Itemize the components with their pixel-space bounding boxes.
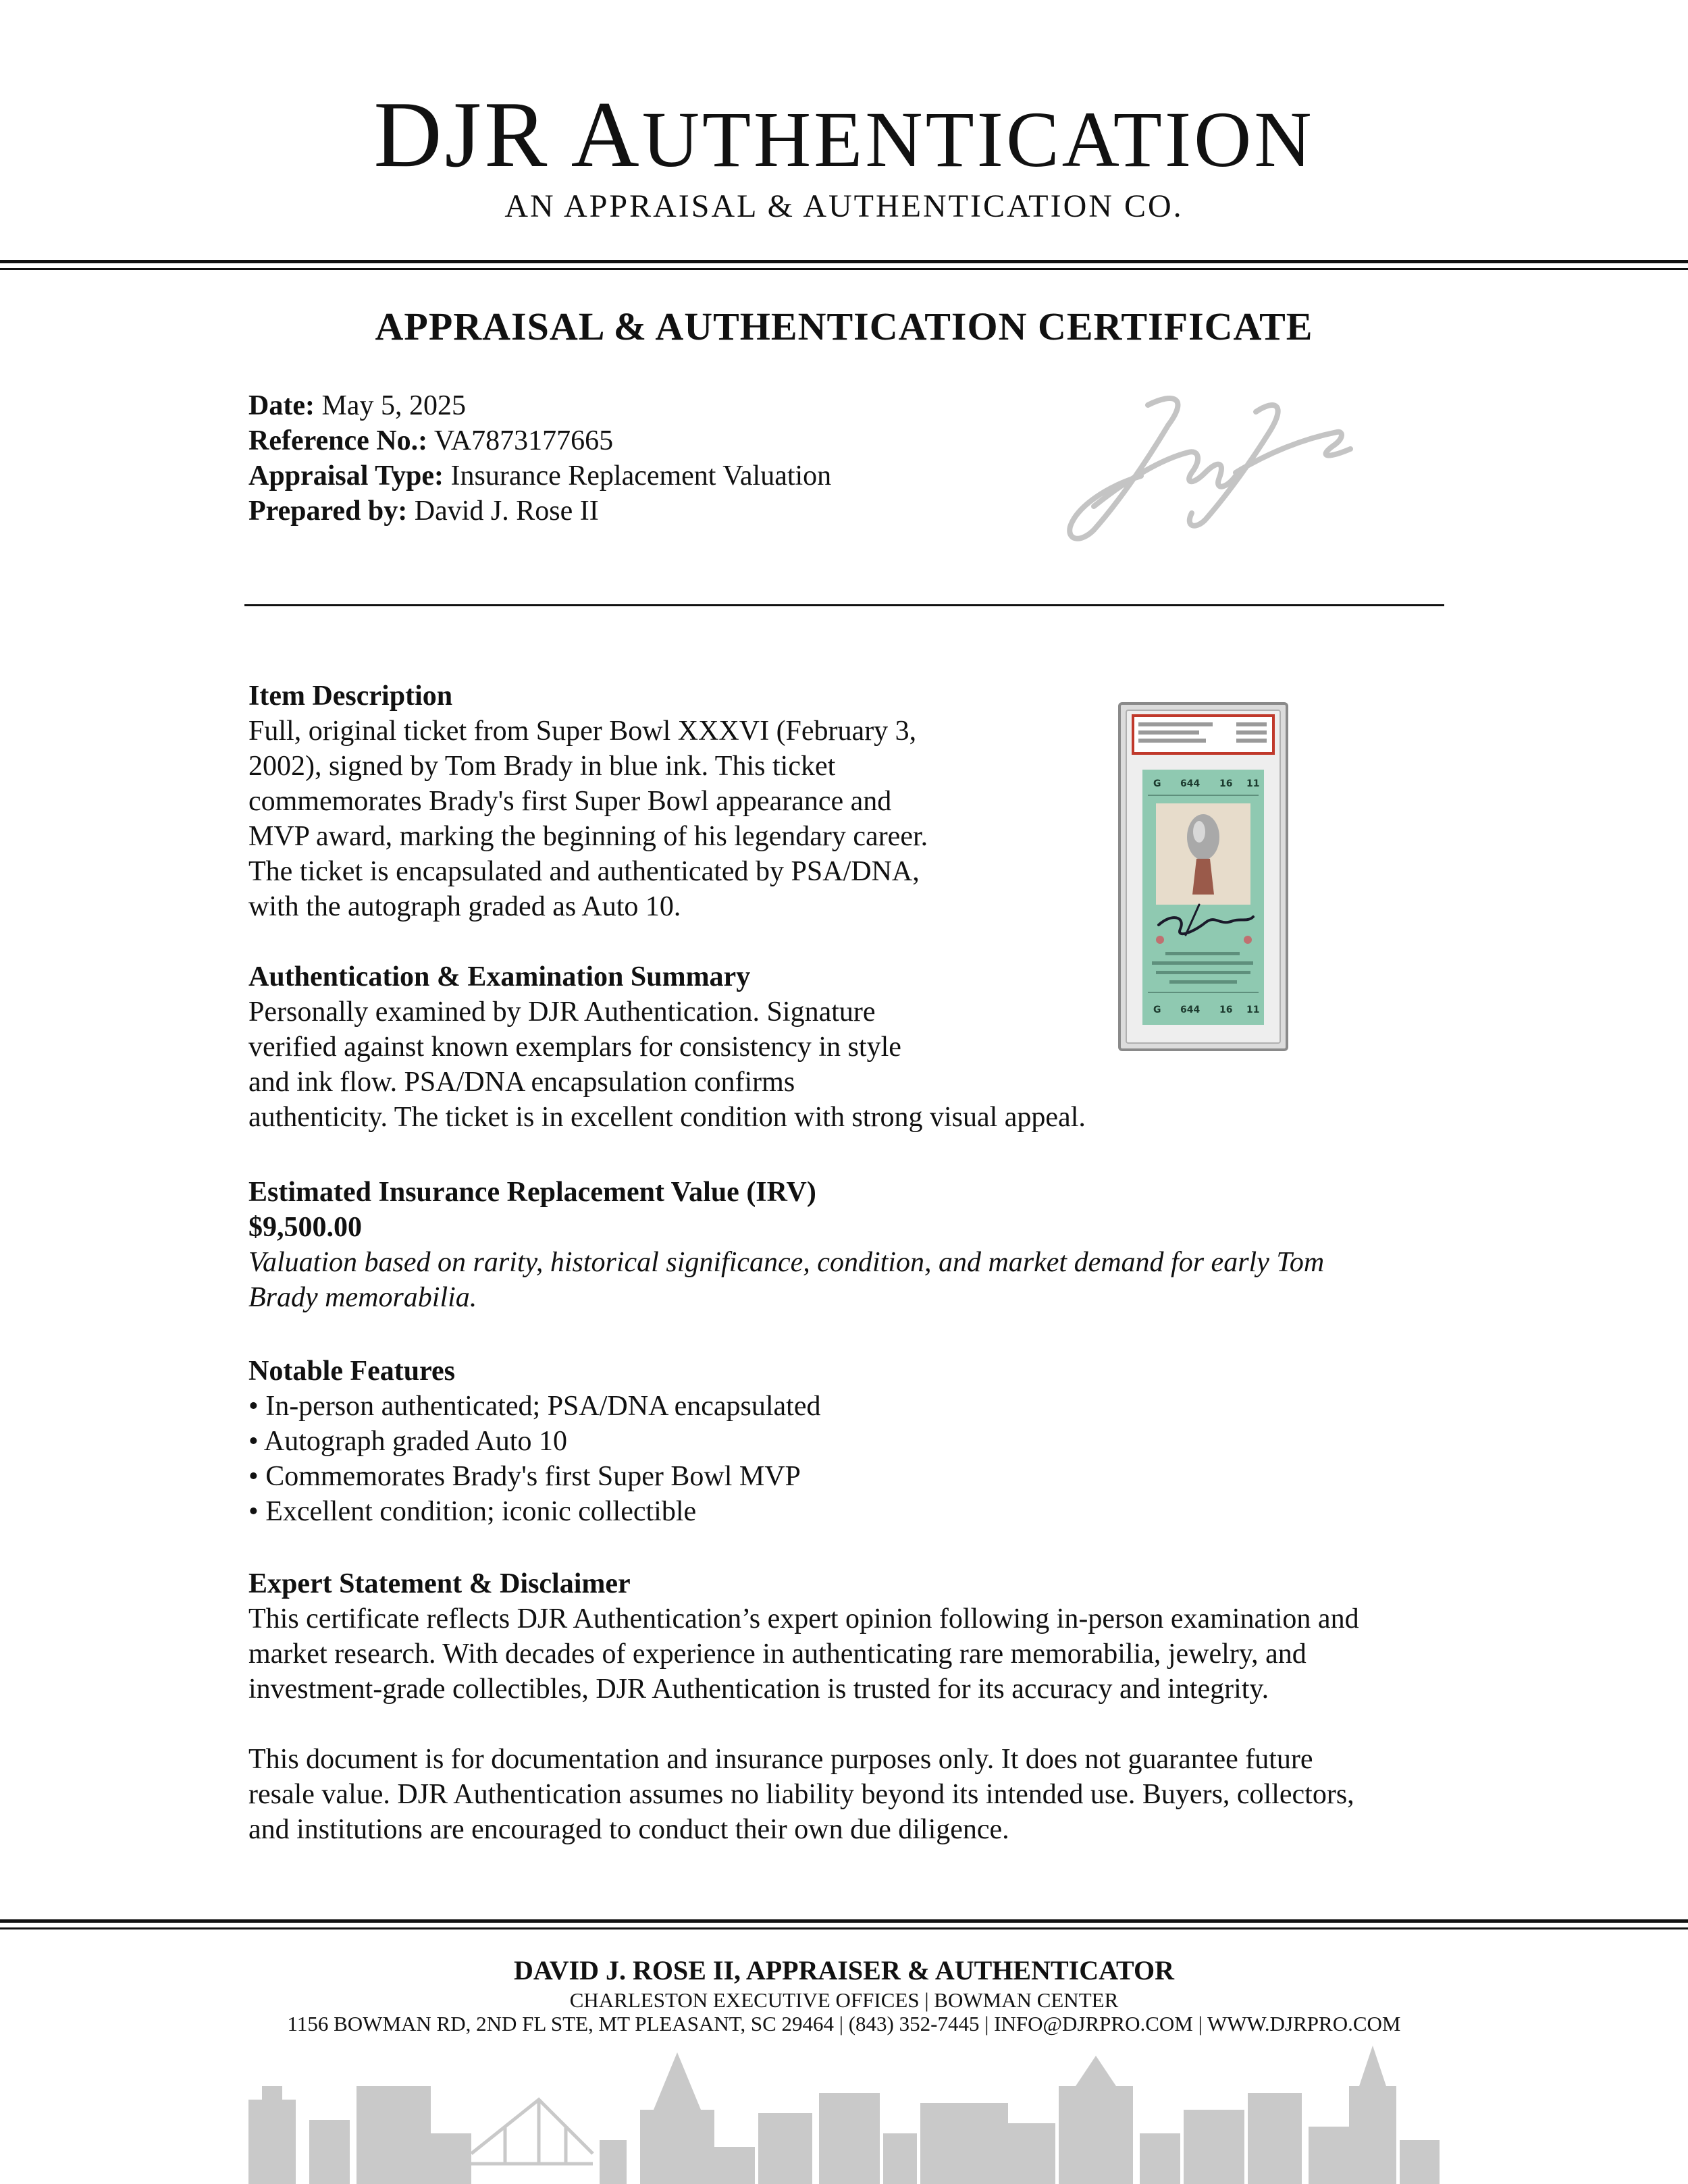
authentication-section: [248, 959, 1086, 1135]
item-description-line: commemorates Brady's first Super Bowl appearance and: [248, 786, 892, 817]
footer-office: CHARLESTON EXECUTIVE OFFICES | BOWMAN CENTER: [569, 1988, 1119, 2012]
header-rule-bottom: [0, 268, 1688, 270]
valuation-note-line: Brady memorabilia.: [248, 1282, 477, 1313]
disclaimer-line: This document is for documentation and insurance purposes only. It does not guarantee future: [248, 1744, 1313, 1775]
ticket-slab-image: [1118, 702, 1288, 1051]
valuation-note-line: Valuation based on rarity, historical significance, condition, and market demand for early Tom: [248, 1247, 1325, 1278]
meta-prepared-by: Prepared by: David J. Rose II: [248, 496, 599, 527]
item-description-line: Full, original ticket from Super Bowl XXXVI (February 3,: [248, 716, 917, 747]
authentication-heading: Authentication & Examination Summary: [248, 961, 751, 992]
ticket-seat: 11: [1246, 778, 1260, 789]
meta-date: Date: May 5, 2025: [248, 390, 466, 421]
footer-rule-bottom: [0, 1927, 1688, 1929]
certificate-meta: [248, 388, 831, 529]
signature-graphic: [1053, 385, 1364, 554]
brand-initial: A: [571, 82, 642, 187]
statement-section: [248, 1566, 1359, 1847]
footer-rule-top: [0, 1919, 1688, 1923]
disclaimer-line: and institutions are encouraged to conduct their own due diligence.: [248, 1814, 1009, 1845]
disclaimer-line: resale value. DJR Authentication assumes no liability beyond its intended use. Buyers, collectors,: [248, 1779, 1354, 1810]
ticket-seat-stub: 11: [1246, 1005, 1260, 1015]
valuation-section: [248, 1175, 1324, 1315]
item-description-line: MVP award, marking the beginning of his legendary career.: [248, 821, 928, 852]
brand-rest: UTHENTICATION: [641, 95, 1315, 184]
valuation-amount: $9,500.00: [248, 1212, 362, 1243]
certificate-title: APPRAISAL & AUTHENTICATION CERTIFICATE: [375, 304, 1313, 348]
ticket-section: 644: [1180, 778, 1201, 789]
item-description-line: 2002), signed by Tom Brady in blue ink. This ticket: [248, 751, 836, 782]
paragraph-gap: [248, 1707, 1359, 1742]
authentication-line: verified against known exemplars for consistency in style: [248, 1032, 901, 1063]
meta-divider: [244, 604, 1444, 606]
meta-appraisal-type: Appraisal Type: Insurance Replacement Valuation: [248, 460, 832, 491]
statement-line: investment-grade collectibles, DJR Authentication is trusted for its accuracy and integrity.: [248, 1674, 1269, 1705]
ticket-row-label: G: [1153, 778, 1161, 789]
feature-item: • Commemorates Brady's first Super Bowl MVP: [248, 1461, 801, 1492]
footer-appraiser-name: DAVID J. ROSE II, APPRAISER & AUTHENTICATOR: [514, 1955, 1174, 1986]
ticket-row: 16: [1219, 778, 1233, 789]
header-rule-top: [0, 260, 1688, 263]
brand-prefix: DJR: [373, 82, 550, 187]
ticket-section-stub: 644: [1180, 1005, 1201, 1015]
statement-line: This certificate reflects DJR Authentication’s expert opinion following in-person examination and: [248, 1603, 1359, 1634]
feature-item: • In-person authenticated; PSA/DNA encapsulated: [248, 1391, 821, 1422]
meta-reference: Reference No.: VA7873177665: [248, 425, 614, 456]
city-skyline-graphic: [248, 2046, 1440, 2184]
authentication-line: authenticity. The ticket is in excellent condition with strong visual appeal.: [248, 1102, 1086, 1133]
statement-heading: Expert Statement & Disclaimer: [248, 1568, 631, 1599]
footer-address: 1156 BOWMAN RD, 2ND FL STE, MT PLEASANT, SC 29464 | (843) 352-7445 | INFO@DJRPRO.COM | WWW.DJRPRO.COM: [287, 2012, 1401, 2035]
item-description-heading: Item Description: [248, 681, 453, 712]
authentication-line: Personally examined by DJR Authentication. Signature: [248, 996, 876, 1028]
features-heading: Notable Features: [248, 1356, 455, 1387]
ticket-row-stub: 16: [1219, 1005, 1233, 1015]
item-description-section: [248, 678, 928, 924]
ticket-row-label-stub: G: [1153, 1005, 1161, 1015]
valuation-heading: Estimated Insurance Replacement Value (IRV): [248, 1177, 816, 1208]
item-description-line: with the autograph graded as Auto 10.: [248, 891, 681, 922]
brand-logo-title: [0, 82, 1688, 187]
feature-item: • Excellent condition; iconic collectible: [248, 1496, 697, 1527]
authentication-line: and ink flow. PSA/DNA encapsulation confirms: [248, 1067, 795, 1098]
feature-item: • Autograph graded Auto 10: [248, 1426, 567, 1457]
brand-tagline: AN APPRAISAL & AUTHENTICATION CO.: [504, 188, 1184, 224]
statement-line: market research. With decades of experience in authenticating rare memorabilia, jewelry, and: [248, 1639, 1307, 1670]
features-section: [248, 1354, 821, 1529]
item-description-line: The ticket is encapsulated and authenticated by PSA/DNA,: [248, 856, 920, 887]
